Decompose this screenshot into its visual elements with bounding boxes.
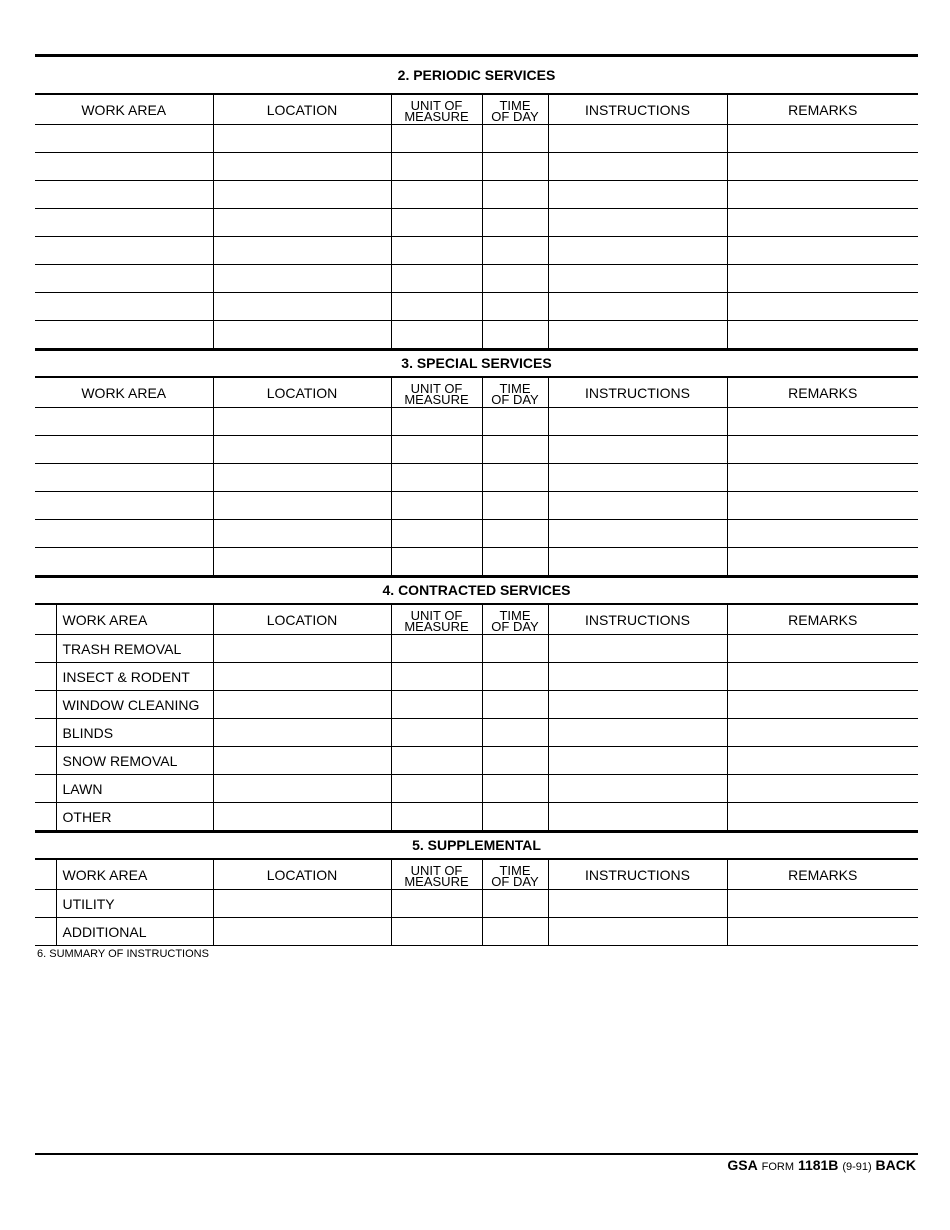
unit-of-measure-cell[interactable] bbox=[391, 293, 482, 321]
footer-rule bbox=[35, 1153, 918, 1155]
unit-of-measure-cell[interactable] bbox=[391, 436, 482, 464]
unit-of-measure-cell[interactable] bbox=[391, 520, 482, 548]
col-time-of-day: TIME OF DAY bbox=[482, 859, 548, 890]
instructions-cell[interactable] bbox=[548, 153, 727, 181]
location-cell[interactable] bbox=[213, 918, 391, 946]
unit-of-measure-cell[interactable] bbox=[391, 635, 482, 663]
remarks-cell[interactable] bbox=[727, 237, 918, 265]
time-of-day-cell[interactable] bbox=[482, 890, 548, 918]
periodic-services-table bbox=[35, 93, 918, 349]
header-row bbox=[35, 604, 918, 635]
remarks-cell[interactable] bbox=[727, 209, 918, 237]
time-of-day-cell[interactable] bbox=[482, 408, 548, 436]
col-location: LOCATION bbox=[213, 377, 391, 408]
col-check bbox=[35, 859, 56, 890]
remarks-cell[interactable] bbox=[727, 803, 918, 831]
table-row bbox=[35, 293, 918, 321]
instructions-cell[interactable] bbox=[548, 520, 727, 548]
unit-of-measure-cell[interactable] bbox=[391, 719, 482, 747]
table-row bbox=[35, 635, 918, 663]
col-time-of-day: TIME OF DAY bbox=[482, 604, 548, 635]
header-row bbox=[35, 94, 918, 125]
col-work-area: WORK AREA bbox=[56, 604, 213, 635]
footer-form-number: 1181B bbox=[797, 1157, 839, 1173]
remarks-cell[interactable] bbox=[727, 125, 918, 153]
unit-of-measure-cell[interactable] bbox=[391, 153, 482, 181]
footer-side: BACK bbox=[875, 1157, 916, 1173]
location-cell[interactable] bbox=[213, 520, 391, 548]
instructions-cell[interactable] bbox=[548, 237, 727, 265]
location-cell[interactable] bbox=[213, 125, 391, 153]
work-area-cell[interactable] bbox=[35, 408, 213, 436]
work-area-label: WINDOW CLEANING bbox=[56, 691, 213, 719]
unit-of-measure-cell[interactable] bbox=[391, 209, 482, 237]
supplemental-title: 5. SUPPLEMENTAL bbox=[412, 837, 541, 853]
unit-of-measure-cell[interactable] bbox=[391, 663, 482, 691]
form-page bbox=[35, 54, 918, 1170]
work-area-cell[interactable] bbox=[35, 153, 213, 181]
table-row bbox=[35, 125, 918, 153]
unit-of-measure-cell[interactable] bbox=[391, 890, 482, 918]
instructions-cell[interactable] bbox=[548, 775, 727, 803]
contracted-services-table bbox=[35, 603, 918, 831]
time-of-day-cell[interactable] bbox=[482, 548, 548, 576]
instructions-cell[interactable] bbox=[548, 747, 727, 775]
col-remarks: REMARKS bbox=[727, 604, 918, 635]
time-of-day-cell[interactable] bbox=[482, 125, 548, 153]
instructions-cell[interactable] bbox=[548, 719, 727, 747]
time-of-day-cell[interactable] bbox=[482, 635, 548, 663]
instructions-cell[interactable] bbox=[548, 408, 727, 436]
col-location: LOCATION bbox=[213, 604, 391, 635]
location-cell[interactable] bbox=[213, 747, 391, 775]
location-cell[interactable] bbox=[213, 464, 391, 492]
time-of-day-cell[interactable] bbox=[482, 436, 548, 464]
work-area-label: BLINDS bbox=[56, 719, 213, 747]
table-row bbox=[35, 520, 918, 548]
time-of-day-cell[interactable] bbox=[482, 209, 548, 237]
table-row bbox=[35, 691, 918, 719]
check-cell[interactable] bbox=[35, 890, 56, 918]
location-cell[interactable] bbox=[213, 181, 391, 209]
unit-of-measure-cell[interactable] bbox=[391, 691, 482, 719]
location-cell[interactable] bbox=[213, 209, 391, 237]
table-row bbox=[35, 492, 918, 520]
work-area-label: UTILITY bbox=[56, 890, 213, 918]
table-row bbox=[35, 775, 918, 803]
table-row bbox=[35, 548, 918, 576]
special-services-title: 3. SPECIAL SERVICES bbox=[401, 355, 552, 371]
unit-of-measure-cell[interactable] bbox=[391, 747, 482, 775]
time-of-day-cell[interactable] bbox=[482, 663, 548, 691]
instructions-cell[interactable] bbox=[548, 293, 727, 321]
time-of-day-cell[interactable] bbox=[482, 918, 548, 946]
col-work-area: WORK AREA bbox=[56, 859, 213, 890]
unit-of-measure-cell[interactable] bbox=[391, 265, 482, 293]
work-area-cell[interactable] bbox=[35, 436, 213, 464]
col-remarks: REMARKS bbox=[727, 94, 918, 125]
remarks-cell[interactable] bbox=[727, 719, 918, 747]
form-footer bbox=[727, 1157, 916, 1173]
location-cell[interactable] bbox=[213, 436, 391, 464]
table-row bbox=[35, 747, 918, 775]
remarks-cell[interactable] bbox=[727, 436, 918, 464]
instructions-cell[interactable] bbox=[548, 663, 727, 691]
summary-of-instructions[interactable] bbox=[35, 946, 918, 1170]
time-of-day-cell[interactable] bbox=[482, 293, 548, 321]
special-services-table bbox=[35, 376, 918, 576]
instructions-cell[interactable] bbox=[548, 635, 727, 663]
time-of-day-cell[interactable] bbox=[482, 691, 548, 719]
col-instructions: INSTRUCTIONS bbox=[548, 94, 727, 125]
header-row bbox=[35, 377, 918, 408]
remarks-cell[interactable] bbox=[727, 321, 918, 349]
table-row bbox=[35, 265, 918, 293]
table-row bbox=[35, 181, 918, 209]
col-time-of-day: TIME OF DAY bbox=[482, 377, 548, 408]
col-work-area: WORK AREA bbox=[35, 94, 213, 125]
remarks-cell[interactable] bbox=[727, 890, 918, 918]
location-cell[interactable] bbox=[213, 548, 391, 576]
unit-of-measure-cell[interactable] bbox=[391, 548, 482, 576]
location-cell[interactable] bbox=[213, 492, 391, 520]
check-cell[interactable] bbox=[35, 918, 56, 946]
instructions-cell[interactable] bbox=[548, 918, 727, 946]
table-row bbox=[35, 153, 918, 181]
table-row bbox=[35, 209, 918, 237]
periodic-services-title: 2. PERIODIC SERVICES bbox=[397, 67, 556, 83]
remarks-cell[interactable] bbox=[727, 663, 918, 691]
work-area-cell[interactable] bbox=[35, 237, 213, 265]
table-row bbox=[35, 408, 918, 436]
remarks-cell[interactable] bbox=[727, 691, 918, 719]
instructions-cell[interactable] bbox=[548, 181, 727, 209]
footer-revision: (9-91) bbox=[842, 1161, 872, 1173]
location-cell[interactable] bbox=[213, 803, 391, 831]
unit-of-measure-cell[interactable] bbox=[391, 321, 482, 349]
unit-of-measure-cell[interactable] bbox=[391, 408, 482, 436]
remarks-cell[interactable] bbox=[727, 747, 918, 775]
col-location: LOCATION bbox=[213, 859, 391, 890]
work-area-cell[interactable] bbox=[35, 125, 213, 153]
work-area-label: INSECT & RODENT bbox=[56, 663, 213, 691]
check-cell[interactable] bbox=[35, 719, 56, 747]
instructions-cell[interactable] bbox=[548, 125, 727, 153]
remarks-cell[interactable] bbox=[727, 265, 918, 293]
instructions-cell[interactable] bbox=[548, 464, 727, 492]
work-area-cell[interactable] bbox=[35, 293, 213, 321]
col-remarks: REMARKS bbox=[727, 377, 918, 408]
remarks-cell[interactable] bbox=[727, 520, 918, 548]
table-row bbox=[35, 321, 918, 349]
instructions-cell[interactable] bbox=[548, 265, 727, 293]
col-work-area: WORK AREA bbox=[35, 377, 213, 408]
location-cell[interactable] bbox=[213, 293, 391, 321]
time-of-day-cell[interactable] bbox=[482, 775, 548, 803]
unit-of-measure-cell[interactable] bbox=[391, 125, 482, 153]
check-cell[interactable] bbox=[35, 775, 56, 803]
table-row bbox=[35, 890, 918, 918]
location-cell[interactable] bbox=[213, 321, 391, 349]
location-cell[interactable] bbox=[213, 775, 391, 803]
unit-of-measure-cell[interactable] bbox=[391, 775, 482, 803]
col-location: LOCATION bbox=[213, 94, 391, 125]
work-area-label: LAWN bbox=[56, 775, 213, 803]
col-unit-of-measure: UNIT OF MEASURE bbox=[391, 604, 482, 635]
remarks-cell[interactable] bbox=[727, 635, 918, 663]
header-row bbox=[35, 859, 918, 890]
instructions-cell[interactable] bbox=[548, 209, 727, 237]
table-row bbox=[35, 663, 918, 691]
col-instructions: INSTRUCTIONS bbox=[548, 859, 727, 890]
location-cell[interactable] bbox=[213, 408, 391, 436]
location-cell[interactable] bbox=[213, 719, 391, 747]
location-cell[interactable] bbox=[213, 635, 391, 663]
table-row bbox=[35, 803, 918, 831]
check-cell[interactable] bbox=[35, 663, 56, 691]
col-remarks: REMARKS bbox=[727, 859, 918, 890]
unit-of-measure-cell[interactable] bbox=[391, 464, 482, 492]
work-area-cell[interactable] bbox=[35, 520, 213, 548]
col-instructions: INSTRUCTIONS bbox=[548, 604, 727, 635]
contracted-services-title: 4. CONTRACTED SERVICES bbox=[382, 582, 571, 598]
col-unit-of-measure: UNIT OF MEASURE bbox=[391, 94, 482, 125]
location-cell[interactable] bbox=[213, 691, 391, 719]
col-unit-of-measure: UNIT OF MEASURE bbox=[391, 859, 482, 890]
remarks-cell[interactable] bbox=[727, 775, 918, 803]
check-cell[interactable] bbox=[35, 747, 56, 775]
location-cell[interactable] bbox=[213, 890, 391, 918]
time-of-day-cell[interactable] bbox=[482, 237, 548, 265]
table-row bbox=[35, 719, 918, 747]
remarks-cell[interactable] bbox=[727, 492, 918, 520]
work-area-cell[interactable] bbox=[35, 181, 213, 209]
col-check bbox=[35, 604, 56, 635]
table-row bbox=[35, 918, 918, 946]
footer-agency: GSA bbox=[727, 1157, 758, 1173]
instructions-cell[interactable] bbox=[548, 691, 727, 719]
footer-form-word: FORM bbox=[761, 1161, 795, 1173]
time-of-day-cell[interactable] bbox=[482, 265, 548, 293]
work-area-cell[interactable] bbox=[35, 548, 213, 576]
unit-of-measure-cell[interactable] bbox=[391, 803, 482, 831]
remarks-cell[interactable] bbox=[727, 464, 918, 492]
table-row bbox=[35, 237, 918, 265]
time-of-day-cell[interactable] bbox=[482, 181, 548, 209]
supplemental-table bbox=[35, 858, 918, 946]
instructions-cell[interactable] bbox=[548, 890, 727, 918]
time-of-day-cell[interactable] bbox=[482, 321, 548, 349]
check-cell[interactable] bbox=[35, 691, 56, 719]
time-of-day-cell[interactable] bbox=[482, 803, 548, 831]
remarks-cell[interactable] bbox=[727, 408, 918, 436]
table-row bbox=[35, 464, 918, 492]
col-instructions: INSTRUCTIONS bbox=[548, 377, 727, 408]
col-time-of-day: TIME OF DAY bbox=[482, 94, 548, 125]
work-area-cell[interactable] bbox=[35, 265, 213, 293]
instructions-cell[interactable] bbox=[548, 803, 727, 831]
location-cell[interactable] bbox=[213, 663, 391, 691]
unit-of-measure-cell[interactable] bbox=[391, 492, 482, 520]
work-area-cell[interactable] bbox=[35, 464, 213, 492]
time-of-day-cell[interactable] bbox=[482, 492, 548, 520]
instructions-cell[interactable] bbox=[548, 492, 727, 520]
remarks-cell[interactable] bbox=[727, 548, 918, 576]
remarks-cell[interactable] bbox=[727, 181, 918, 209]
remarks-cell[interactable] bbox=[727, 153, 918, 181]
work-area-label: ADDITIONAL bbox=[56, 918, 213, 946]
work-area-label: OTHER bbox=[56, 803, 213, 831]
instructions-cell[interactable] bbox=[548, 548, 727, 576]
time-of-day-cell[interactable] bbox=[482, 520, 548, 548]
time-of-day-cell[interactable] bbox=[482, 747, 548, 775]
check-cell[interactable] bbox=[35, 803, 56, 831]
check-cell[interactable] bbox=[35, 635, 56, 663]
unit-of-measure-cell[interactable] bbox=[391, 181, 482, 209]
unit-of-measure-cell[interactable] bbox=[391, 237, 482, 265]
instructions-cell[interactable] bbox=[548, 436, 727, 464]
remarks-cell[interactable] bbox=[727, 918, 918, 946]
col-unit-of-measure: UNIT OF MEASURE bbox=[391, 377, 482, 408]
unit-of-measure-cell[interactable] bbox=[391, 918, 482, 946]
table-row bbox=[35, 436, 918, 464]
summary-label: 6. SUMMARY OF INSTRUCTIONS bbox=[37, 948, 209, 960]
time-of-day-cell[interactable] bbox=[482, 153, 548, 181]
remarks-cell[interactable] bbox=[727, 293, 918, 321]
instructions-cell[interactable] bbox=[548, 321, 727, 349]
location-cell[interactable] bbox=[213, 265, 391, 293]
location-cell[interactable] bbox=[213, 153, 391, 181]
time-of-day-cell[interactable] bbox=[482, 464, 548, 492]
work-area-label: TRASH REMOVAL bbox=[56, 635, 213, 663]
work-area-cell[interactable] bbox=[35, 492, 213, 520]
time-of-day-cell[interactable] bbox=[482, 719, 548, 747]
work-area-cell[interactable] bbox=[35, 209, 213, 237]
work-area-cell[interactable] bbox=[35, 321, 213, 349]
location-cell[interactable] bbox=[213, 237, 391, 265]
work-area-label: SNOW REMOVAL bbox=[56, 747, 213, 775]
